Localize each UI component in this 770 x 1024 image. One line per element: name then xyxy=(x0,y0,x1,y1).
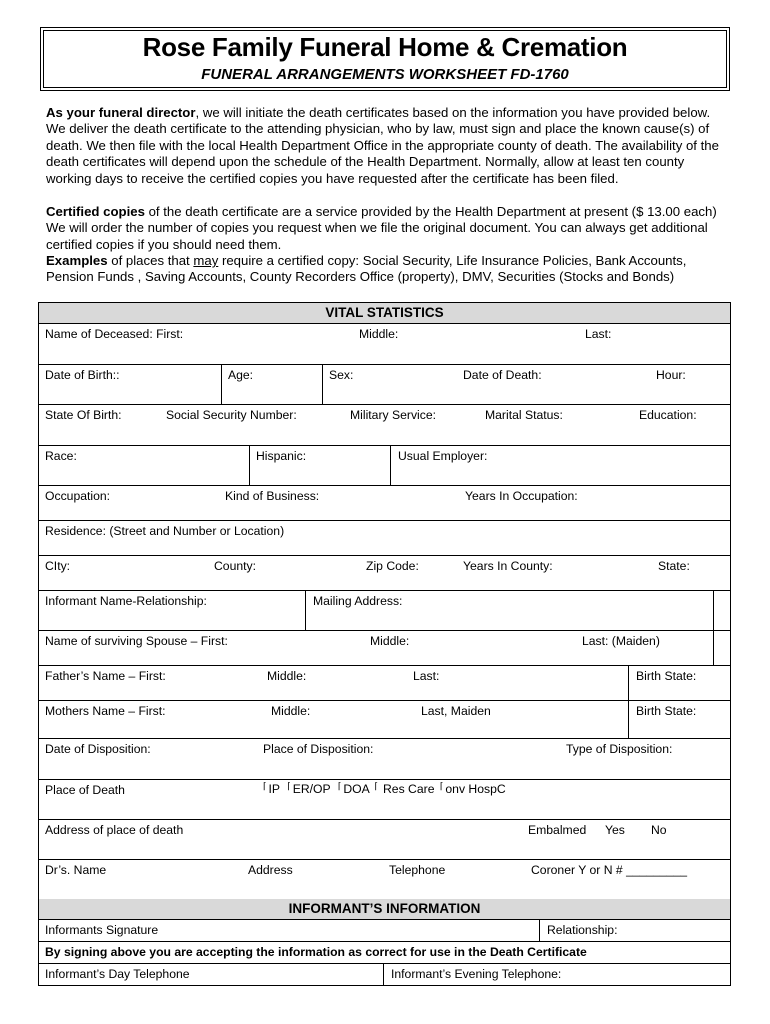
disposition-date-field[interactable]: Date of Disposition: xyxy=(45,742,151,756)
occupation-field[interactable]: Occupation: xyxy=(45,489,111,503)
informant-relationship-field[interactable]: Relationship: xyxy=(547,923,618,937)
state-field[interactable]: State: xyxy=(658,559,690,573)
page-title: Rose Family Funeral Home & Cremation xyxy=(142,32,628,62)
rule xyxy=(39,520,730,521)
rule xyxy=(39,630,730,631)
erop-option-label: ER/OP xyxy=(292,782,331,796)
embalmed-label: Embalmed xyxy=(528,823,587,837)
deceased-middle-name-field[interactable]: Middle: xyxy=(359,327,399,341)
date-of-birth-field[interactable]: Date of Birth:: xyxy=(45,368,120,382)
rule xyxy=(39,555,730,556)
intro-may: may xyxy=(193,253,219,268)
rule xyxy=(39,323,730,324)
deceased-first-name-field[interactable]: Name of Deceased: First: xyxy=(45,327,184,341)
page-subtitle: FUNERAL ARRANGEMENTS WORKSHEET FD-1760 xyxy=(201,66,569,83)
doctor-address-field[interactable]: Address xyxy=(248,863,293,877)
state-of-birth-field[interactable]: State Of Birth: xyxy=(45,408,122,422)
embalmed-yes-option[interactable]: Yes xyxy=(605,823,625,837)
hour-field[interactable]: Hour: xyxy=(656,368,686,382)
mother-first-name-field[interactable]: Mothers Name – First: xyxy=(45,704,166,718)
coroner-field[interactable]: Coroner Y or N # _________ xyxy=(531,863,688,877)
intro-paragraph-3 xyxy=(46,253,731,286)
residence-field[interactable]: Residence: (Street and Number or Location) xyxy=(45,524,285,538)
rule xyxy=(221,364,222,404)
race-field[interactable]: Race: xyxy=(45,449,77,463)
rule xyxy=(39,445,730,446)
mother-middle-name-field[interactable]: Middle: xyxy=(271,704,311,718)
rule xyxy=(39,819,730,820)
rule xyxy=(39,919,730,920)
intro-text-3a: of places that xyxy=(107,253,194,268)
years-in-occupation-field[interactable]: Years In Occupation: xyxy=(465,489,578,503)
address-of-death-field[interactable]: Address of place of death xyxy=(45,823,184,837)
informant-signature-field[interactable]: Informants Signature xyxy=(45,923,159,937)
doctor-telephone-field[interactable]: Telephone xyxy=(389,863,446,877)
intro-text-2: of the death certificate are a service provided by the Health Department at present ($ 13.00 each) We will order the number of copies you request when we file the original document. You can always get additional certified copies if you should need them. xyxy=(46,204,717,252)
informant-heading: INFORMANT’S INFORMATION xyxy=(39,899,730,919)
rule xyxy=(39,859,730,860)
doa-checkbox[interactable]: ⌈ xyxy=(337,781,342,791)
spouse-middle-name-field[interactable]: Middle: xyxy=(370,634,410,648)
doa-option-label: DOA xyxy=(343,782,370,796)
signature-notice: By signing above you are accepting the information as correct for use in the Death Certificate xyxy=(45,945,587,959)
intro-lead-1: As your funeral director xyxy=(46,105,196,120)
ip-option-label: IP xyxy=(268,782,280,796)
father-first-name-field[interactable]: Father’s Name – First: xyxy=(45,669,166,683)
rule xyxy=(39,779,730,780)
onv-option-label: onv HospC xyxy=(445,782,506,796)
rule xyxy=(39,665,730,666)
education-field[interactable]: Education: xyxy=(639,408,697,422)
intro-lead-2: Certified copies xyxy=(46,204,145,219)
sex-field[interactable]: Sex: xyxy=(329,368,354,382)
mother-birth-state-field[interactable]: Birth State: xyxy=(636,704,697,718)
county-field[interactable]: County: xyxy=(214,559,257,573)
father-middle-name-field[interactable]: Middle: xyxy=(267,669,307,683)
disposition-type-field[interactable]: Type of Disposition: xyxy=(566,742,673,756)
rule xyxy=(39,590,730,591)
onv-checkbox[interactable]: ⌈ xyxy=(439,781,444,791)
doctor-name-field[interactable]: Dr’s. Name xyxy=(45,863,107,877)
place-of-death-label: Place of Death xyxy=(45,783,125,797)
intro-text-3b: require a certified copy: Social Security, Life Insurance Policies, Bank Accounts, Pension Funds , Saving Accounts, County Recorders Office (property), DMV, Securities (Stocks and Bonds) xyxy=(46,253,687,285)
zip-code-field[interactable]: Zip Code: xyxy=(366,559,419,573)
informant-day-telephone-field[interactable]: Informant’s Day Telephone xyxy=(45,967,190,981)
rule xyxy=(39,364,730,365)
rule xyxy=(39,700,730,701)
city-field[interactable]: CIty: xyxy=(45,559,71,573)
rule xyxy=(39,963,730,964)
military-service-field[interactable]: Military Service: xyxy=(350,408,437,422)
usual-employer-field[interactable]: Usual Employer: xyxy=(398,449,488,463)
intro-text-1: , we will initiate the death certificates based on the information you have provided below. We deliver the death certificate to the attending physician, who by law, must sign and place the known cause(s) of death. We then file with the local Health Department Office in the appropriate county of death. The availability of the death certificates will depend upon the schedule of the Health Department. Normally, allow at least ten county working days to receive the certified copies you have requested after the certificate has been filed. xyxy=(46,105,719,186)
erop-checkbox[interactable]: ⌈ xyxy=(287,781,291,791)
father-last-name-field[interactable]: Last: xyxy=(413,669,440,683)
intro-lead-3: Examples xyxy=(46,253,108,268)
rule xyxy=(628,665,629,738)
rule xyxy=(305,590,306,630)
spouse-first-name-field[interactable]: Name of surviving Spouse – First: xyxy=(45,634,228,648)
rule xyxy=(390,445,391,485)
intro-paragraph-2 xyxy=(46,204,731,253)
rule xyxy=(539,919,540,941)
father-birth-state-field[interactable]: Birth State: xyxy=(636,669,697,683)
rule xyxy=(39,404,730,405)
informant-relationship-field[interactable]: Informant Name-Relationship: xyxy=(45,594,207,608)
rule xyxy=(39,941,730,942)
date-of-death-field[interactable]: Date of Death: xyxy=(463,368,542,382)
rescare-option-label: Res Care xyxy=(383,782,435,796)
disposition-place-field[interactable]: Place of Disposition: xyxy=(263,742,374,756)
years-in-county-field[interactable]: Years In County: xyxy=(463,559,553,573)
marital-status-field[interactable]: Marital Status: xyxy=(485,408,563,422)
kind-of-business-field[interactable]: Kind of Business: xyxy=(225,489,320,503)
rescare-checkbox[interactable]: ⌈ xyxy=(374,781,378,791)
rule xyxy=(39,485,730,486)
ip-checkbox[interactable]: ⌈ xyxy=(263,781,267,791)
intro-paragraph-1 xyxy=(46,105,731,187)
place-of-death-options xyxy=(263,781,506,796)
header-box xyxy=(40,27,730,91)
rule xyxy=(39,738,730,739)
informant-evening-telephone-field[interactable]: Informant’s Evening Telephone: xyxy=(391,967,562,981)
rule xyxy=(713,590,714,665)
hispanic-field[interactable]: Hispanic: xyxy=(256,449,307,463)
rule xyxy=(322,364,323,404)
rule xyxy=(249,445,250,485)
rule xyxy=(383,963,384,985)
vital-statistics-form xyxy=(38,302,731,986)
spouse-last-name-field[interactable]: Last: (Maiden) xyxy=(582,634,660,648)
mailing-address-field[interactable]: Mailing Address: xyxy=(313,594,403,608)
age-field[interactable]: Age: xyxy=(228,368,254,382)
mother-last-name-field[interactable]: Last, Maiden xyxy=(421,704,491,718)
vital-statistics-heading: VITAL STATISTICS xyxy=(39,303,730,323)
deceased-last-name-field[interactable]: Last: xyxy=(585,327,612,341)
embalmed-no-option[interactable]: No xyxy=(651,823,667,837)
ssn-field[interactable]: Social Security Number: xyxy=(166,408,297,422)
